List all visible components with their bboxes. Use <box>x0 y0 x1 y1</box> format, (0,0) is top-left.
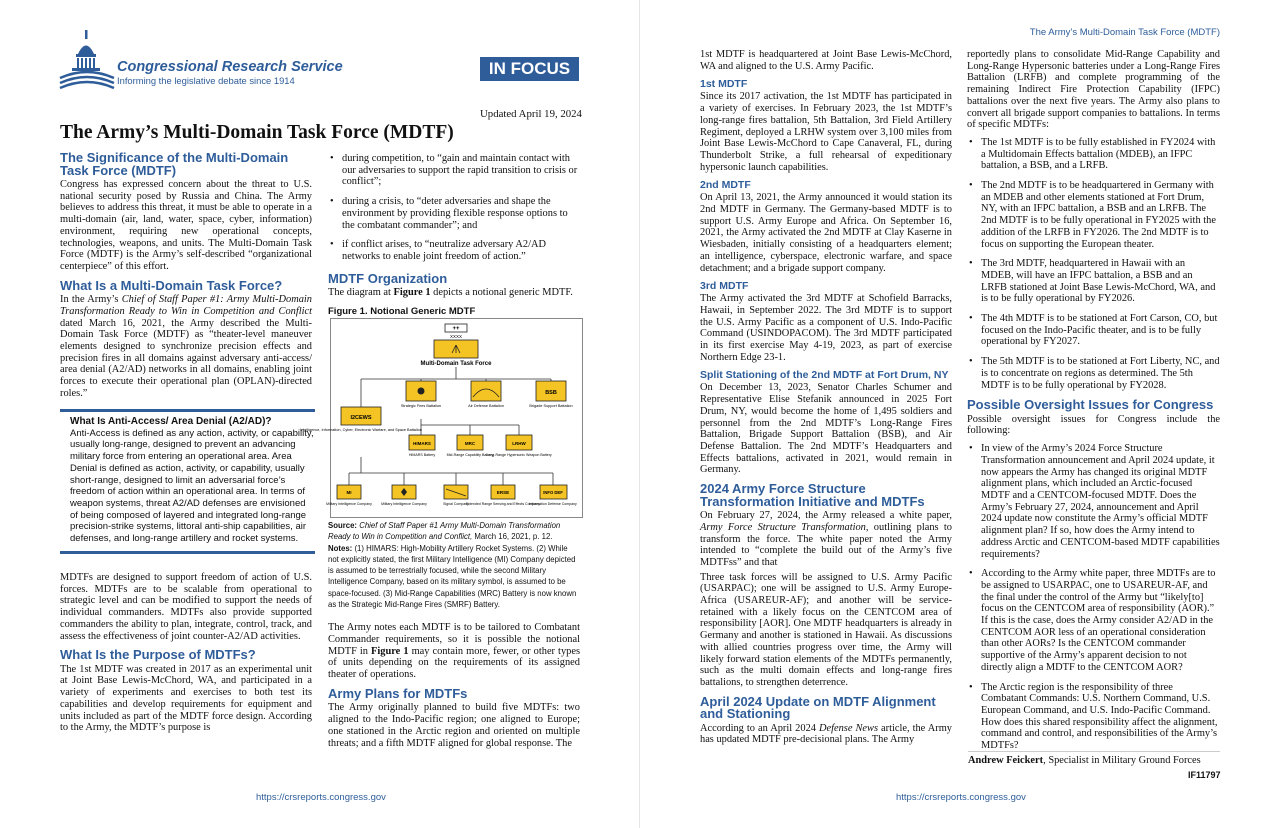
hq-echelon: XXXX <box>449 334 463 339</box>
page-two <box>640 0 1280 828</box>
svg-text:++: ++ <box>452 326 460 332</box>
heading-organization: MDTF Organization <box>328 270 448 286</box>
heading-significance: The Significance of the Multi-Domain Task Force (MDTF) <box>60 150 289 178</box>
mrc-label: Mid-Range Capability Battery <box>446 453 494 457</box>
infodef-box: INFO DEF <box>543 490 563 495</box>
army-plans-text: The Army originally planned to build five MDTFs: two aligned to the Indo-Pacific region; one aligned to Europe; one stationed in the Arctic region and oriented on multiple threats; and a fifth MDTF aligned for global response. The <box>328 702 580 749</box>
author-title: , Specialist in Military Ground Forces <box>1043 755 1201 766</box>
purpose-list <box>328 153 580 263</box>
signal-label: Signal Company <box>443 502 469 506</box>
heading-1st-mdtf: 1st MDTF <box>700 78 748 91</box>
first-mdtf-intro: 1st MDTF is headquartered at Joint Base Lewis-McChord, WA and aligned to the U.S. Army Pacific. <box>700 49 952 72</box>
i2cews-label: Intelligence, Information, Cyber, Electronic Warfare, and Space Battalion <box>300 428 422 432</box>
oversight-list <box>967 443 1220 752</box>
author-name: Andrew Feickert <box>968 755 1044 766</box>
third-mdtf-text: The Army activated the 3rd MDTF at Schofield Barracks, Hawaii, in September 2022. The 3rd MDTF is to support the U.S. Army Pacific as a component of U.S. Indo-Pacific Command (USINDOPACOM). The 3rd MDTF participated in its first exercise May 4-19, 2023, as part of exercise Northern Edge 23-1. <box>700 293 952 363</box>
first-mdtf-text: Since its 2017 activation, the 1st MDTF has participated in a variety of exercises. In February 2023, the 1st MDTF’s long-range fires battalion, 5th Battalion, 3rd Field Artillery Regiment, deployed a LRHW system over 3,100 miles from Joint Base Lewis-McChord to Cape Canaveral, FL, during Thunderbolt Strike, a full rehearsal of expeditionary hypersonic launch capabilities. <box>700 91 952 173</box>
lrhw-box: LRHW <box>512 441 526 446</box>
list-item: • The 2nd MDTF is to be headquartered in Germany with an MDEB and other elements stationed at Fort Drum, NY, with an IFPC battalion, a BSB and an LRFB. The 2nd MDTF is to be fully operational in FY2025 with the addition of the LRFB in FY2026. The 2nd MDTF is to focus on supporting the European theater. <box>981 180 1220 250</box>
capitol-dome-icon <box>58 30 116 90</box>
sfb-label: Strategic Fires Battalion <box>400 404 442 408</box>
org-tagline: Informing the legislative debate since 1914 <box>117 75 295 86</box>
heading-army-plans: Army Plans for MDTFs <box>328 685 468 701</box>
mrc-box: MRC <box>464 441 476 446</box>
list-item: • The 5th MDTF is to be stationed at Fort Liberty, NC, and is to concentrate on regions as determined. The 5th MDTF is to be fully operational by FY2028. <box>981 356 1220 391</box>
split-stationing-text: On December 13, 2023, Senator Charles Schumer and Representative Elise Stefanik announced in 2025 Fort Drum, NY, would become the home of 1,495 soldiers and personnel from the 2nd MDTF’s Long-Range Fires Battalion, Brigade Support Battalion (BSB), and Air Defense Battalion. The 2nd MDTF’s Headquarters and Effects battalions, activated in 2021, would remain in Germany. <box>700 382 952 476</box>
scalable-text: MDTFs are designed to support freedom of action of U.S. forces. MDTFs are to be scalable from operational to strategic level and can be modified to support the needs of individual commanders. MDTFs also provide supported commanders the ability to plan, integrate, control, track, and assess the effectiveness of joint counter-A2/AD activities. <box>60 572 312 642</box>
heading-april-update: April 2024 Update on MDTF Alignment and Stationing <box>700 693 936 722</box>
org-chart-figure <box>300 318 583 518</box>
second-mdtf-text: On April 13, 2021, the Army announced it would station its 2nd MDTF in Germany. The Germany-based MDTF is to support U.S. Army Europe and Africa. On September 16, 2021, the Army activated the 2nd MDTF at Clay Kaserne in Wiesbaden, initially consisting of a headquarters element; an intelligence, cyberspace, electronic warfare, and space detachment; and a brigade support company. <box>700 192 952 274</box>
right-column-bottom <box>328 520 580 752</box>
infodef-label: Information Defense Company <box>529 502 577 506</box>
mi-label: Military Intelligence Company <box>326 502 372 506</box>
heading-2nd-mdtf: 2nd MDTF <box>700 179 751 192</box>
figure-notes: Notes: (1) HIMARS: High-Mobility Artillery Rocket Systems. (2) While not explicitly stated, the first Military Intelligence (MI) Company depicted is assumed to be terrestrially focused, while the second Military Intelligence Company, based on its military symbol, is assumed to be space-focused. (3) Mid-Range Capabilities (MRC) Battery is now known as the Strategic Mid-Range Fires (SMRF) Battery. <box>328 543 577 610</box>
mil-label: Military Intelligence Company <box>381 502 427 506</box>
mi-box: MI <box>346 490 352 495</box>
figure-title: Figure 1. Notional Generic MDTF <box>328 305 476 317</box>
list-item: • during a crisis, to “deter adversaries and shape the environment by providing flexible response options to the combatant commander”; and <box>342 196 580 231</box>
heading-3rd-mdtf: 3rd MDTF <box>700 280 749 293</box>
i2cews-box: I2CEWS <box>350 415 372 421</box>
purpose-text: The 1st MDTF was created in 2017 as an experimental unit at Joint Base Lewis-McChord, WA, and participated in a variety of experiments and exercises to both test its capabilities and develop requirements for equipment and units included as part of the MDTF force design. According to the Army, the MDTF’s purpose is <box>60 663 312 734</box>
bsb-box: BSB <box>545 390 557 396</box>
org-name: Congressional Research Service <box>117 59 343 75</box>
right-column-top <box>328 153 580 318</box>
heading-split-stationing: Split Stationing of the 2nd MDTF at Fort Drum, NY <box>700 369 949 382</box>
april-update-text: According to an April 2024 Defense News article, the Army has updated MDTF pre-decisional plans. The Army <box>700 722 952 746</box>
erse-label: Extended Range Sensing and Effects Company <box>465 502 541 506</box>
sidebar-title: What Is Anti-Access/ Area Denial (A2/AD)? <box>70 416 272 427</box>
white-paper-quote: Three task forces will be assigned to U.S. Army Pacific (USARPAC); one will be assigned to U.S. Army Europe-Africa (USAREUR-AF); and another will be service-retained with a likely focus on the CENTCOM area of responsibility [AOR]. One MDTF headquarters is already in Germany and another is stationed in Hawaii. As discussions with allied countries progress over time, the Army will likely forward station elements of the MDTFs permanently, such as the multi domain effects and long-range fires battalions, to strengthen deterrence. <box>700 571 952 688</box>
figure-source: Source: Chief of Staff Paper #1 Army Multi-Domain Transformation Ready to Win in Competition and Conflict, March 16, 2021, p. 12. <box>328 521 561 542</box>
consolidation-text: reportedly plans to consolidate Mid-Range Capability and Long-Range Hypersonic batteries under a Long-Range Fires Battalion (LRFB) and complete programming of the remaining Indirect Fire Protection Capability (IFPC) battalions over the next five years. The Army also plans to convert all brigade support companies to battalions. In terms of specific MDTFs: <box>967 49 1220 131</box>
mdtf-plan-list <box>967 137 1220 391</box>
list-item: • The 4th MDTF is to be stationed at Fort Carson, CO, but focused on the Indo-Pacific theater, and is to be fully operational by FY2027. <box>981 313 1220 348</box>
list-item: • The 3rd MDTF, headquartered in Hawaii with an MDEB, will have an IFPC battalion, a BSB and an LRFB stationed at Joint Base Lewis-McChord, WA, and is to be fully operational by FY2026. <box>981 258 1220 305</box>
in-focus-badge: IN FOCUS <box>480 57 579 81</box>
sidebar-text: Anti-Access is defined as any action, activity, or capability, usually long-range, designed to prevent an advancing military force from entering an operational area. Area Denial is defined as action, activity, or capability, usually short-range, designed to limit an adversarial force’s freedom of action within an operational area. In terms of weapon systems, threat A2/AD defenses are envisioned of being composed of layered and integrated long-range precision-strike systems, littoral anti-ship capabilities, air defenses, and long-range artillery and rocket systems. <box>70 427 314 545</box>
list-item: • In view of the Army’s 2024 Force Structure Transformation announcement and April 2024 update, it now appears the Army has changed its original MDTF alignment plans, which included an Arctic-focused MDTF and a CENTCOM-focused MDTF. Does the Army’s February 27, 2024, announcement and April 2024 update now constitute the Army’s official MDTF alignment plan? If so, how does the Army intend to address Arctic and CENTCOM-based MDTF capabilities requirements? <box>981 443 1220 560</box>
cos-paper-title: Chief of Staff Paper #1: Army Multi-Domain Transformation Ready to Win in Competition and Conflict <box>60 294 312 317</box>
organization-text: The diagram at Figure 1 depicts a notional generic MDTF. <box>328 287 573 299</box>
bsb-label: Brigade Support Battalion <box>529 404 573 408</box>
himars-box: HIMARS <box>413 441 431 446</box>
a2ad-sidebar <box>60 409 315 554</box>
list-item: • during competition, to “gain and maintain contact with our adversaries to support the rapid transition to crisis or conflict”; <box>342 153 580 188</box>
list-item: • if conflict arises, to “neutralize adversary A2/AD networks to enable joint freedom of action.” <box>342 239 580 262</box>
heading-oversight: Possible Oversight Issues for Congress <box>967 397 1214 413</box>
transformation-text: On February 27, 2024, the Army released a white paper, Army Force Structure Transformation, outlining plans to transform the force. The white paper noted the Army intended to “complete the build out of the Army’s five MDTFss” and that <box>700 510 952 568</box>
footer-link[interactable]: https://crsreports.congress.gov <box>256 792 386 803</box>
org-chart <box>300 319 582 517</box>
page-title: The Army’s Multi-Domain Task Force (MDTF) <box>60 122 454 143</box>
left-column-top <box>60 145 312 402</box>
heading-2024-transformation: 2024 Army Force Structure Transformation Initiative and MDTFs <box>700 481 925 509</box>
product-id: IF11797 <box>1188 770 1221 780</box>
list-item: • According to the Army white paper, three MDTFs are to be assigned to USARPAC, one to USAREUR-AF, and the final under the control of the Army but “likely[to] focus on the CENTCOM area of responsibility (AOR).” If this is the case, does the Army consider A2/AD in the CENTCOM AOR less of an operational consideration than other AORs? Is the CENTCOM commander supportive of the Army’s apparent decision to not directly align a MDTF to the CENTCOM AOR? <box>981 568 1220 673</box>
heading-what-is-mdtf: What Is a Multi-Domain Task Force? <box>60 277 283 293</box>
footer-link[interactable]: https://crsreports.congress.gov <box>896 792 1026 803</box>
himars-label: HIMARS Battery <box>408 453 436 457</box>
p2-left-column <box>700 49 952 749</box>
erse-box: ERSE <box>496 490 510 495</box>
lrhw-label: Long-Range Hypersonic Weapon Battery <box>486 453 552 457</box>
list-item: • The 1st MDTF is to be fully established in FY2024 with a Multidomain Effects battalion (MDEB), an IFPC battalion, a BSB, and a LRFB. <box>981 137 1220 172</box>
p2-right-column <box>967 49 1220 760</box>
list-item: • The Arctic region is the responsibility of three Combatant Commands: U.S. Northern Command, U.S. European Command, and U.S. Indo-Pacific Command. How does this shared responsibility affect the alignment, command and control, and responsibilities of the Army’s MDTFs? <box>981 682 1220 752</box>
left-column-bottom <box>60 572 312 737</box>
hq-label: Multi-Domain Task Force <box>420 361 492 367</box>
updated-date: Updated April 19, 2024 <box>480 108 582 120</box>
significance-text: Congress has expressed concern about the threat to U.S. national security posed by Russia and China. The Army believes to address this threat, it must be able to operate in a multi-domain (air, land, water, space, cyber, information) environment, requiring new operational concepts, technologies, weapons, and units. The Multi-Domain Task Force (MDTF) is the Army’s self-described “organizational centerpiece” of this effort. <box>60 179 312 272</box>
author-line <box>968 751 1220 766</box>
oversight-intro: Possible oversight issues for Congress include the following: <box>967 413 1220 437</box>
running-head: The Army’s Multi-Domain Task Force (MDTF) <box>1029 27 1220 38</box>
adb-label: Air Defense Battalion <box>468 404 504 408</box>
tailored-text: The Army notes each MDTF is to be tailored to Combatant Commander requirements, so it is possible the notional MDTF in Figure 1 may contain more, fewer, or other types of units depending on the requirements of its assigned theater of operations. <box>328 622 580 681</box>
heading-purpose: What Is the Purpose of MDTFs? <box>60 647 256 663</box>
what-is-mdtf-text: In the Army’s Chief of Staff Paper #1: Army Multi-Domain Transformation Ready to Win in Competition and Conflict dated March 16, 2021, the Army described the Multi-Domain Task Force (MDTF) as “theater-level maneuver elements designed to synchronize precision effects and precision fires in all domains against adversary anti-access/ area denial (A2/AD) networks in all domains, enabling joint forces to execute their operational plan (OPLAN)-directed roles.” <box>60 294 312 399</box>
